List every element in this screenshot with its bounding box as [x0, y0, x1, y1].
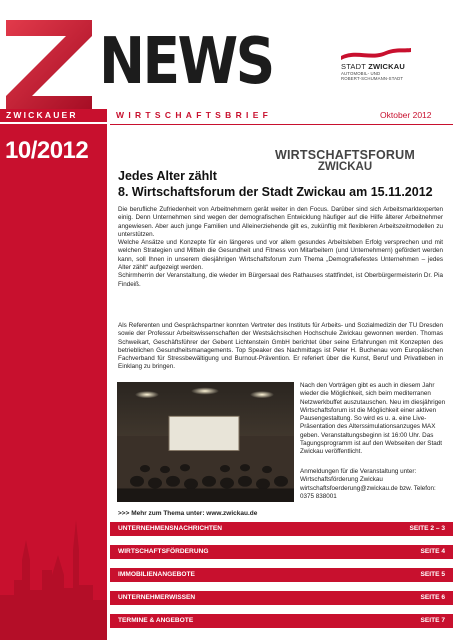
article-headline: [118, 168, 443, 200]
city-skyline-graphic: [0, 500, 107, 640]
nav-pages: SEITE 6: [420, 594, 445, 601]
city-wave-icon: [341, 46, 411, 60]
header-rule: [110, 124, 453, 125]
forum-logo-line1: WIRTSCHAFTSFORUM: [275, 148, 415, 162]
registration-info: Anmeldungen für die Veranstaltung unter: Wirtschaftsförderung Zwickau wirtschaftsfoerderung@zwickau.de bzw. Telefon: 0375 838001: [300, 468, 436, 500]
left-sidebar: [0, 124, 107, 640]
article-intro: [118, 206, 443, 289]
nav-pages: SEITE 2 – 3: [409, 525, 445, 532]
issue-date: Oktober 2012: [380, 110, 432, 120]
headline-line1: Jedes Alter zählt: [118, 169, 217, 183]
nav-pages: SEITE 7: [420, 617, 445, 624]
paragraph-2: Welche Ansätze und Konzepte für ein längeres und vor allem gesundes Arbeitsleben Erfolg versprechen und mit welchen Strategien und Mitteln die Gesundheit und Fitness von Mitarbeitern (und Unternehmern) gefördert werden kann, soll Ihnen in unserem diesjährigen Wirtschaftsforum zum Thema „Demografiefestes Unternehmen – jedes Alter zählt“ aufgezeigt werden.: [118, 239, 443, 272]
headline-line2: 8. Wirtschaftsforum der Stadt Zwickau am 15.11.2012: [118, 185, 433, 199]
nav-termine-angebote[interactable]: [110, 614, 453, 628]
nav-wirtschaftsfoerderung[interactable]: [110, 545, 453, 559]
band-wirtschaftsbrief: WIRTSCHAFTSBRIEF: [116, 110, 273, 120]
band-zwickauer: ZWICKAUER: [0, 109, 107, 122]
nav-pages: SEITE 5: [420, 571, 445, 578]
event-photo: [117, 382, 294, 502]
nav-label: TERMINE & ANGEBOTE: [118, 617, 194, 624]
city-logo: [341, 46, 451, 81]
nav-pages: SEITE 4: [420, 548, 445, 555]
paragraph-speakers: Als Referenten und Gesprächspartner konnten Vertreter des Instituts für Arbeits- und Sozialmedizin der TU Dresden sowie der Professur Arbeitswissenschaften der Westsächsischen Hochschule Zwickau gewonnen werden. Thomas Schweikart, Geschäftsführer der Gebent Lichtenstein GmbH berichtet über seine Erfahrungen mit Konzepten des betrieblichen Gesundheitsmanagements. Top Speaker des Nachmittags ist Peter H. Buchenau vom Europäischen Fachverband für Stressbewältigung und Burnout-Prävention. Er referiert über die Kunst, Beruf und Privatleben in Einklang zu bringen.: [118, 322, 443, 371]
forum-logo-line2: ZWICKAU: [317, 161, 373, 173]
nav-unternehmensnachrichten[interactable]: [110, 522, 453, 536]
nav-label: WIRTSCHAFTSFÖRDERUNG: [118, 548, 209, 555]
z-logo: [2, 18, 96, 112]
nav-immobilienangebote[interactable]: [110, 568, 453, 582]
city-subtitle-1: AUTOMOBIL- UND: [341, 71, 381, 76]
nav-label: UNTERNEHMENSNACHRICHTEN: [118, 525, 223, 532]
issue-number: 10/2012: [5, 137, 89, 164]
city-subtitle-2: ROBERT-SCHUMANN-STADT: [341, 76, 404, 82]
nav-label: IMMOBILIENANGEBOTE: [118, 571, 195, 578]
city-name: ZWICKAU: [368, 62, 406, 71]
nav-label: UNTERNEHMERWISSEN: [118, 594, 196, 601]
paragraph-networking: Nach den Vorträgen gibt es auch in diesem Jahr wieder die Möglichkeit, sich beim mediterranen Netzwerkbuffet auszutauschen. Neu im diesjährigen Wirtschaftsforum ist die Möglichkeit einer aktiven Pausengestaltung. So wird es u. a. eine Live-Präsentation des Alterssimulationsanzuges MAX geben. Veranstaltungsbeginn ist 16:00 Uhr. Das Tagungsprogramm ist auf den Webseiten der Stadt Zwickau veröffentlicht.: [300, 382, 446, 456]
city-prefix: STADT: [341, 62, 366, 71]
nav-unternehmerwissen[interactable]: [110, 591, 453, 605]
paragraph-1: Die berufliche Zufriedenheit von Arbeitnehmern gerät weiter in den Focus. Darüber sind sich Arbeitsmarktexperten einig. Denn Unternehmen sind wegen der demografischen Entwicklung häufiger auf die Hilfe älterer Arbeitnehmer angewiesen. Aber auch junge Familien und Alleinerziehende gilt es, zukünftig mit flexibleren Arbeitszeitmodellen zu unterstützen.: [118, 206, 443, 238]
newsletter-title: NEWS: [99, 25, 273, 99]
paragraph-3: Schirmherrin der Veranstaltung, die wieder im Bürgersaal des Rathauses stattfindet, ist Oberbürgermeisterin Dr. Pia Findeiß.: [118, 272, 443, 288]
more-link[interactable]: >>> Mehr zum Thema unter: www.zwickau.de: [118, 510, 258, 517]
